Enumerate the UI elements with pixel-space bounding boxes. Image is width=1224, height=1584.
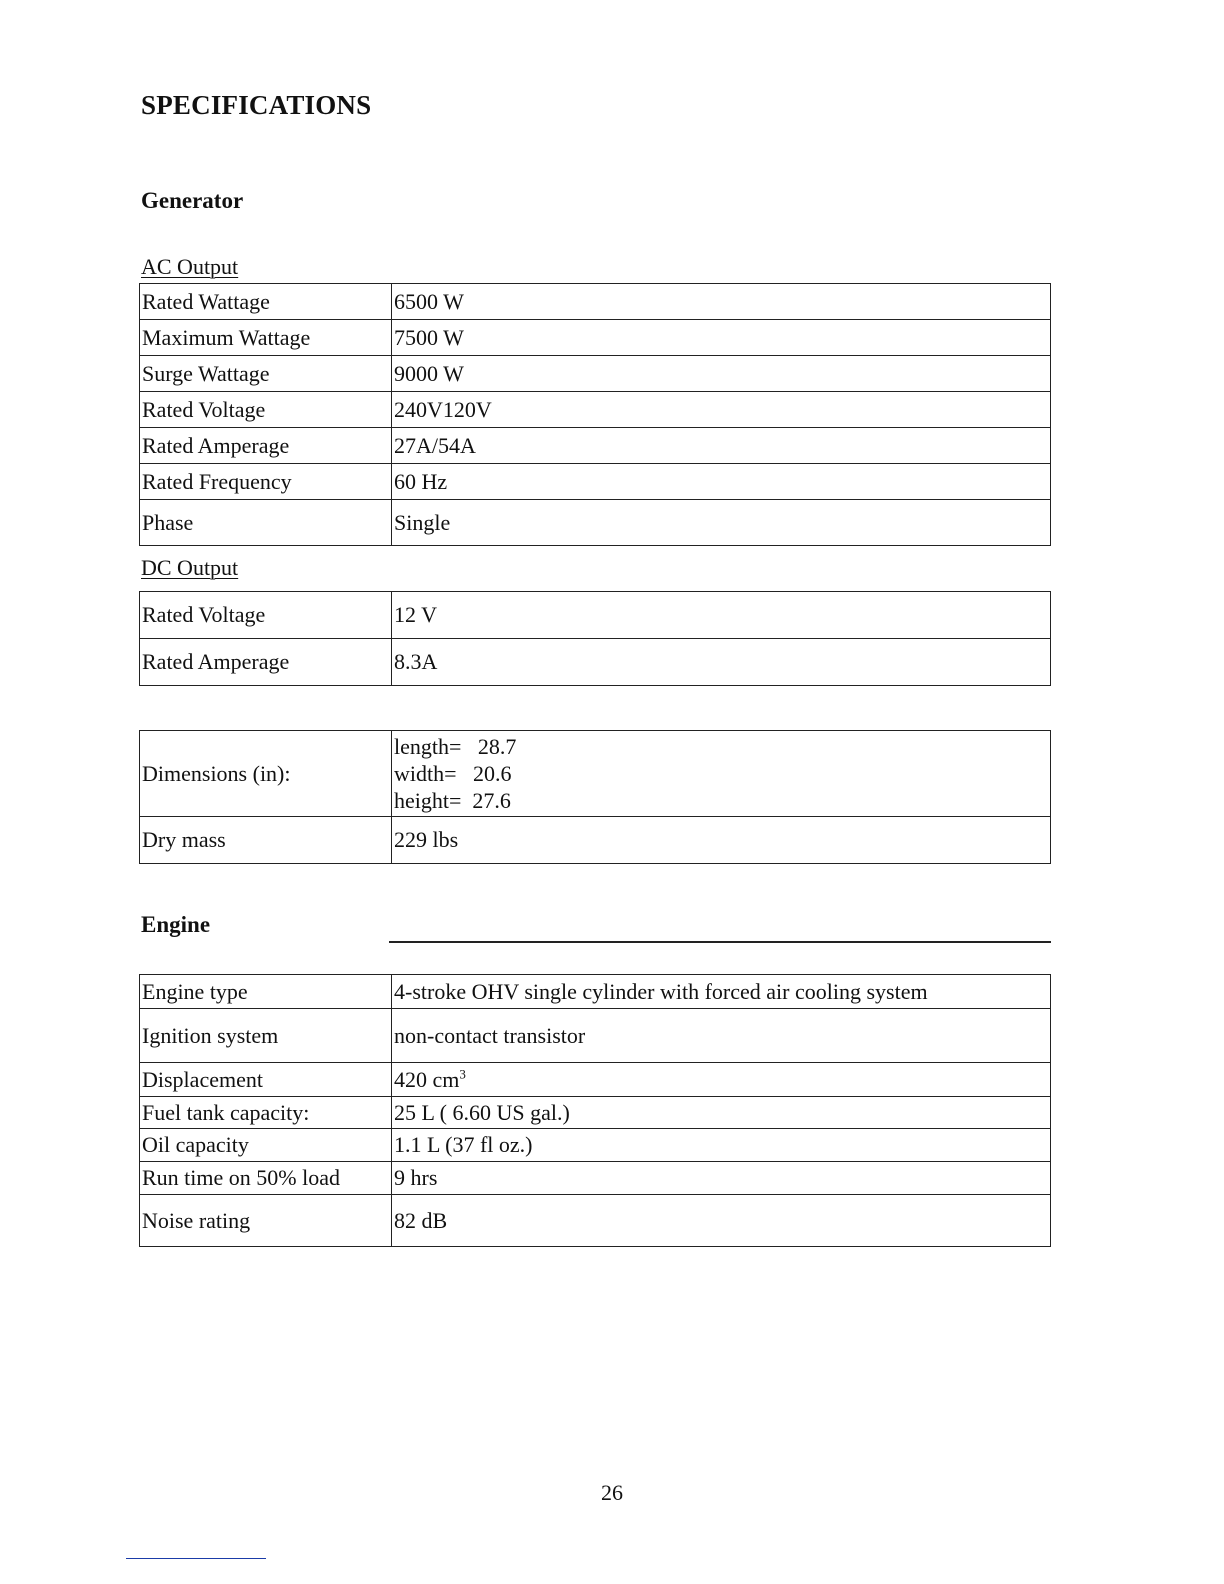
spec-key: Displacement bbox=[140, 1063, 392, 1097]
ac-output-label: AC Output bbox=[141, 254, 239, 279]
spec-value: 25 L ( 6.60 US gal.) bbox=[392, 1097, 1051, 1129]
spec-key: Rated Voltage bbox=[140, 392, 392, 428]
table-row bbox=[140, 392, 1051, 428]
spec-key: Rated Amperage bbox=[140, 428, 392, 464]
page-number: 26 bbox=[601, 1480, 623, 1505]
spec-value: 4-stroke OHV single cylinder with forced air cooling system bbox=[392, 975, 1051, 1009]
table-row bbox=[140, 284, 1051, 320]
table-row bbox=[140, 639, 1051, 686]
spec-key: Surge Wattage bbox=[140, 356, 392, 392]
spec-key: Rated Voltage bbox=[140, 592, 392, 639]
engine-heading-rule bbox=[389, 941, 1051, 943]
spec-value: 9 hrs bbox=[392, 1162, 1051, 1195]
table-row bbox=[140, 817, 1051, 864]
table-row bbox=[140, 320, 1051, 356]
table-row bbox=[140, 356, 1051, 392]
spec-key: Dimensions (in): bbox=[140, 731, 392, 817]
spec-key: Rated Amperage bbox=[140, 639, 392, 686]
table-row bbox=[140, 464, 1051, 500]
dc-output-table bbox=[139, 591, 1051, 686]
spec-value: 240V120V bbox=[392, 392, 1051, 428]
displacement-superscript: 3 bbox=[459, 1066, 466, 1082]
table-row bbox=[140, 1009, 1051, 1063]
spec-value: Single bbox=[392, 500, 1051, 546]
spec-value: 8.3A bbox=[392, 639, 1051, 686]
spec-value: 82 dB bbox=[392, 1195, 1051, 1247]
dimensions-value bbox=[392, 731, 1051, 817]
engine-table bbox=[139, 974, 1051, 1247]
spec-value: non-contact transistor bbox=[392, 1009, 1051, 1063]
spec-key: Rated Frequency bbox=[140, 464, 392, 500]
table-row bbox=[140, 731, 1051, 817]
table-row bbox=[140, 1162, 1051, 1195]
table-row bbox=[140, 975, 1051, 1009]
footnote-separator bbox=[126, 1558, 266, 1559]
spec-value: 7500 W bbox=[392, 320, 1051, 356]
table-row bbox=[140, 1063, 1051, 1097]
spec-key: Dry mass bbox=[140, 817, 392, 864]
spec-key: Maximum Wattage bbox=[140, 320, 392, 356]
spec-key: Oil capacity bbox=[140, 1129, 392, 1162]
spec-key: Rated Wattage bbox=[140, 284, 392, 320]
engine-heading: Engine bbox=[141, 912, 211, 937]
table-row bbox=[140, 1097, 1051, 1129]
spec-key: Phase bbox=[140, 500, 392, 546]
spec-value: 229 lbs bbox=[392, 817, 1051, 864]
spec-key: Ignition system bbox=[140, 1009, 392, 1063]
spec-value: 60 Hz bbox=[392, 464, 1051, 500]
table-row bbox=[140, 592, 1051, 639]
ac-output-table bbox=[139, 283, 1051, 546]
generator-heading: Generator bbox=[141, 188, 244, 213]
dc-output-label: DC Output bbox=[141, 555, 239, 580]
spec-value: 27A/54A bbox=[392, 428, 1051, 464]
spec-value: 1.1 L (37 fl oz.) bbox=[392, 1129, 1051, 1162]
spec-key: Run time on 50% load bbox=[140, 1162, 392, 1195]
spec-value: 12 V bbox=[392, 592, 1051, 639]
spec-key: Noise rating bbox=[140, 1195, 392, 1247]
spec-value bbox=[392, 1063, 1051, 1097]
dimension-width: width= 20.6 bbox=[394, 761, 512, 786]
physical-specs-table bbox=[139, 730, 1051, 864]
spec-value: 6500 W bbox=[392, 284, 1051, 320]
table-row bbox=[140, 1129, 1051, 1162]
dimension-length: length= 28.7 bbox=[394, 734, 517, 759]
spec-key: Engine type bbox=[140, 975, 392, 1009]
spec-value: 9000 W bbox=[392, 356, 1051, 392]
spec-key: Fuel tank capacity: bbox=[140, 1097, 392, 1129]
table-row bbox=[140, 1195, 1051, 1247]
table-row bbox=[140, 500, 1051, 546]
page-title: SPECIFICATIONS bbox=[141, 90, 372, 120]
displacement-value: 420 cm bbox=[394, 1066, 460, 1092]
dimension-height: height= 27.6 bbox=[394, 788, 511, 813]
table-row bbox=[140, 428, 1051, 464]
